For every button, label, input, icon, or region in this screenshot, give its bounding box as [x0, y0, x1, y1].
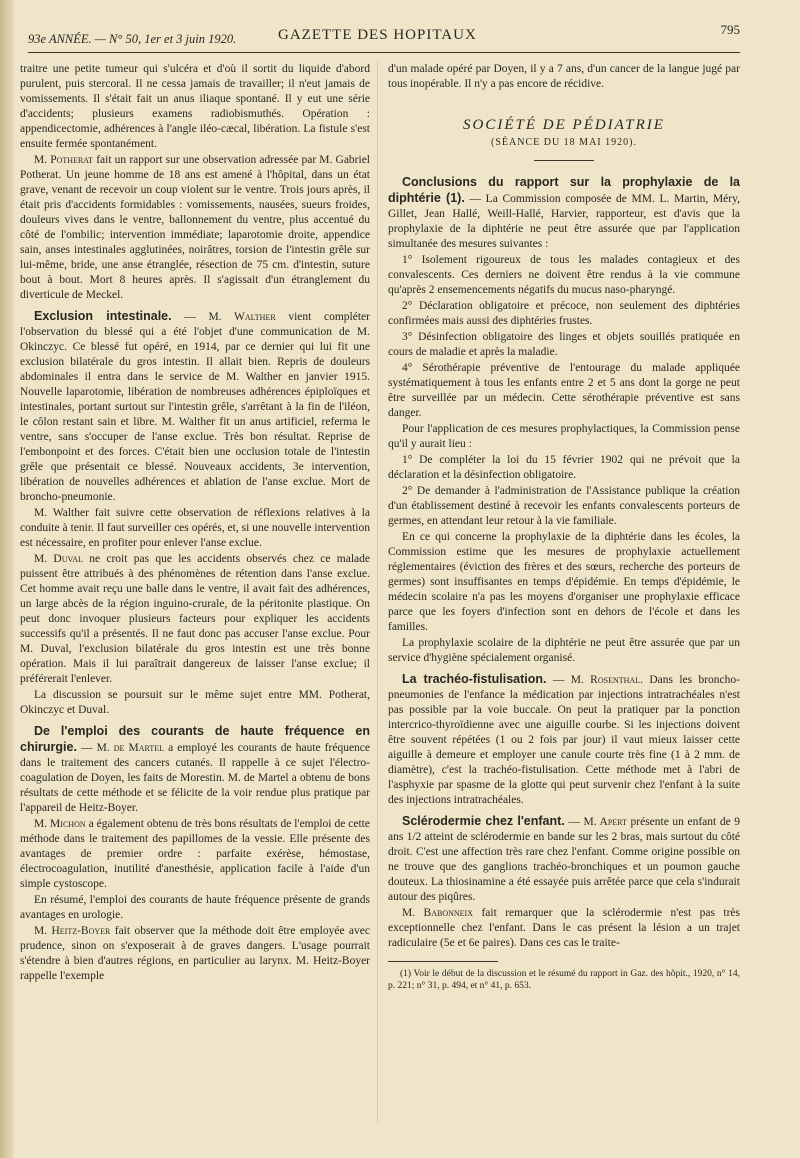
paragraph-text: Dans les broncho-pneumonies de l'enfance la médication par injections intratrachéales n'est pas possible par la voie buccale. On peut la pratiquer par la ponction intercrico-thyroïdienne avec une aiguille courbe. Si les injections doivent être souvent répétées (1 ou 2 fois par jour) il vaut mieux laisser cette aiguille à demeure et employer une canule courte très fine (1 à 2 mm. de diamètre), c'est la trachéo-fistulisation. Cette méthode met à l'abri de l'asphyxie par spasme de la glotte qui peut survenir chez l'enfant à la suite des injections intratrachéales. [388, 674, 740, 806]
list-item: 4° Sérothérapie préventive de l'entourage du malade appliquée systématiquement à tous les enfants entre 2 et 5 ans dont la gorge ne peut être surveillée par un médecin. Cette sérothérapie préventive est sans danger. [388, 362, 740, 419]
author-name: M. Duval [34, 553, 83, 565]
divider [534, 160, 594, 161]
author-name: M. Walther [208, 311, 276, 323]
paragraph [20, 924, 370, 984]
list-item: 1° De compléter la loi du 15 février 1902 qui ne prévoit que la déclaration et la désinfection obligatoire. [388, 454, 740, 481]
paragraph-text: vient compléter l'observation du blessé qui a été l'objet d'une communication de M. Okinczyc. Ce blessé fut opéré, en 1914, par ce dernier qui lui fit une exclusion bilatérale du gros intestin. Il allait bien. Repris de douleurs abdominales il entra dans le service de M. Walther en janvier 1915. Nouvelle laparotomie, libération de nombreuses adhérences épiploïques et intestinales, portant surtout sur l'intestin grêle, s'arrêtant à la fin de l'iléon, le côlon restant sain et libre. M. Walther fit un anus artificiel, referma le ventre, sans s'occuper de l'anse exclue. Très bon résultat. Reprise de l'embonpoint et des forces. C'était bien une occlusion totale de l'intestin grêle que présentait ce blessé. Nouveaux accidents, 3e intervention, libération de nouvelles adhérences et ablation de l'anse exclue. Mort de broncho-pneumonie. [20, 311, 370, 503]
paragraph-text: — La Commission composée de MM. L. Martin, Méry, Gillet, Jean Hallé, Weill-Hallé, Harvier, rapporteur, est d'avis que la prophylaxie de la diphtérie ne peut être assurée que par l'application simultanée des mesures suivantes : [388, 193, 740, 250]
list-item: 1° Isolement rigoureux de tous les malades contagieux et des convalescents. Ces derniers ne doivent être rendus à la vie commune qu'après 2 ensemencements négatifs du mucus naso-pharyngé. [388, 254, 740, 296]
footnote-divider [388, 961, 498, 962]
author-name: M. Michon [34, 818, 86, 830]
right-column [388, 62, 740, 1132]
author-name: M. Heitz-Boyer [34, 925, 111, 937]
page-number: 795 [720, 22, 740, 37]
paragraph-text: fait un rapport sur une observation adressée par M. Gabriel Potherat. Un jeune homme de 18 ans est amené à l'hôpital, dans un état grave, venant de recevoir un coup violent sur le ventre. Trois jours après, il était pris d'accidents formidables : vomissements, nausées, sueurs froides, douleurs vives dans le ventre, ballonnement du ventre, plus accentué du côté de l'ombilic; intervention immédiate; laparotomie droite, appendice sain, anses intestinales agglutinées, noirâtres, torsion de l'intestin grêle sur lui-même, bride, une anse étranglée, résection de 75 cm. d'intestin, suture bout à bout. Mort 8 heures après. Il s'agissait d'un étranglement du diverticule de Meckel. [20, 154, 370, 301]
paragraph: En résumé, l'emploi des courants de haute fréquence présente de grands avantages en urologie. [20, 894, 370, 921]
paragraph-text: ne croit pas que les accidents observés chez ce malade puissent être attribués à des phénomènes de rétention dans l'anse exclue. Cet homme avait reçu une balle dans le ventre, il avait fait des adhérences, un large abcès de la région inguino-crurale, de la péritonite plastique. On peut donc invoquer plusieurs facteurs pour expliquer les accidents successifs qu'il a présentés. Il ne faut donc pas accuser l'anse exclue. Pour M. Duval, l'exclusion bilatérale du gros intestin est une très bonne opération. Mais il lui paraîtrait dangereux de laisser l'anse exclue; il préférerait l'enlever. [20, 553, 370, 685]
author-name: M. Apert [583, 816, 627, 828]
section-heading: Exclusion intestinale. [34, 309, 172, 323]
issue-line: 93e ANNÉE. — N° 50, 1er et 3 juin 1920. [28, 32, 237, 46]
society-title: SOCIÉTÉ DE PÉDIATRIE [463, 117, 665, 133]
session-date: (SÉANCE DU 18 MAI 1920). [491, 137, 637, 148]
paragraph: En ce qui concerne la prophylaxie de la diphtérie dans les écoles, la Commission estime que les mesures de prophylaxie actuellement réglementaires (éviction des frères et des sœurs, recherche des porteurs de germes) sont insuffisantes en temps d'épidémie. En temps d'épidémie, le médecin scolaire n'a pas les moyens d'organiser une prophylaxie efficace parce que les foyers d'infection sont en dehors de l'école et dans les familles. [388, 531, 740, 633]
paragraph [20, 153, 370, 303]
paragraph: La trachéo-fistulisation. — M. Rosenthal. Dans les broncho-pneumonies de l'enfance la médication par injections intratrachéales n'est pas possible par la voie buccale. On peut la pratiquer par la ponction intercrico-thyroïdienne avec une aiguille courbe. Si les injections doivent être souvent répétées (1 ou 2 fois par jour) il vaut mieux laisser cette aiguille à demeure et employer une canule courte très fine (1 à 2 mm. de diamètre), c'est la trachéo-fistulisation. Cette méthode met à l'abri de l'asphyxie par spasme de la glotte qui peut survenir chez l'enfant à la suite des injections intratrachéales. [388, 672, 740, 806]
section-heading: Sclérodermie chez l'enfant. [402, 814, 565, 828]
footnote [388, 968, 740, 992]
paragraph-text: a également obtenu de très bons résultats de l'emploi de cette méthode dans le traitement des papillomes de la vessie. Elle présente des avantages de premier ordre : parfaite exérèse, hémostase, électrocoagulation, inutilité d'anesthésie, application facile à l'aide d'un simple cystoscope. [20, 818, 370, 890]
paragraph [388, 906, 740, 951]
paragraph: Exclusion intestinale. — M. Walther vient compléter l'observation du blessé qui a été l'objet d'une communication de M. Okinczyc. Ce blessé fut opéré, en 1914, par ce dernier qui lui fit une exclusion bilatérale du gros intestin. Il allait bien. Repris de douleurs abdominales il entra dans le service de M. Walther en janvier 1915. Nouvelle laparotomie, libération de nombreuses adhérences épiploïques et intestinales, portant surtout sur l'intestin grêle, s'arrêtant à la fin de l'iléon, le côlon restant sain et libre. M. Walther fit un anus artificiel, referma le ventre, sans s'occuper de l'anse exclue. Très bon résultat. Reprise de l'embonpoint et des forces. C'était bien une occlusion totale de l'intestin grêle que présentait ce blessé. Nouveaux accidents, 3e intervention, libération de nouvelles adhérences et ablation de l'anse exclue. Mort de broncho-pneumonie. [20, 309, 370, 503]
paragraph-text: fait remarquer que la sclérodermie n'est pas très exceptionnelle chez l'enfant. Dans le cas présent la lésion a un trajet radiculaire (5e et 6e paires). Dans ces cas le traite- [388, 907, 740, 949]
section-heading: De l'emploi des courants de haute fréquence en chirurgie. [20, 724, 370, 754]
section-heading: La trachéo-fistulisation. [402, 672, 547, 686]
paragraph: La discussion se poursuit sur le même sujet entre MM. Potherat, Okinczyc et Duval. [20, 689, 370, 716]
paragraph [20, 817, 370, 892]
paragraph-text: a employé les courants de haute fréquence dans le traitement des cancers cutanés. Il rappelle à ce sujet l'électro-coagulation de Doyen, les faits de Morestin. M. de Martel a obtenu de bons résultats de cette méthode et se félicite de la voir rendue plus pratique par l'appareil de Heitz-Boyer. [20, 742, 370, 814]
author-name: M. Potherat [34, 154, 94, 166]
paragraph: Pour l'application de ces mesures prophylactiques, la Commission pense qu'il y aurait lieu : [388, 423, 740, 450]
paragraph: d'un malade opéré par Doyen, il y a 7 ans, d'un cancer de la langue jugé par tous inopérable. Il n'y a pas encore de récidive. [388, 63, 740, 90]
author-name: M. Babonneix [402, 907, 473, 919]
paragraph: M. Walther fait suivre cette observation de réflexions relatives à la conduite à tenir. Il faut surveiller ces opérés, et, si une nouvelle intervention est nécessaire, en profiter pour enlever l'anse exclue. [20, 507, 370, 549]
list-item: 3° Désinfection obligatoire des linges et objets souillés pratiquée en cours de maladie et après la maladie. [388, 331, 740, 358]
page-binding-edge [0, 0, 14, 1158]
author-name: M. de Martel [96, 742, 165, 754]
paragraph: Sclérodermie chez l'enfant. — M. Apert présente un enfant de 9 ans 1/2 atteint de sclérodermie en bande sur les 2 bras, mais surtout du côté droit. C'est une affection très rare chez l'enfant. Comme origine possible on ne trouve que des ganglions trachéo-bronchiques et un poumon gauche douteux. La thiosinamine a été essayée puis arrêtée parce que cela s'indurait autour des piqûres. [388, 814, 740, 903]
paragraph [20, 552, 370, 687]
page-header [28, 22, 740, 53]
section-heading: Conclusions du rapport sur la prophylaxie de la diphtérie (1). [388, 175, 740, 205]
paragraph: La prophylaxie scolaire de la diphtérie ne peut être assurée que par un service d'hygiène spécialement organisé. [388, 637, 740, 664]
left-column [20, 62, 370, 1132]
list-item: 2° De demander à l'administration de l'Assistance publique la création d'un établissement destiné à recevoir les enfants convalescents porteurs de germes, en attendant leur retour à la vie familiale. [388, 485, 740, 527]
paragraph-text: fait observer que la méthode doit être employée avec prudence, sinon on s'exposerait à de graves dangers. L'usage pourrait s'étendre à bien d'autres régions, en particulier au larynx. M. Heitz-Boyer rappelle l'exemple [20, 925, 370, 982]
column-separator [377, 62, 378, 1122]
paragraph: traitre une petite tumeur qui s'ulcéra et d'où il sortit du liquide d'abord purulent, puis stercoral. Il ne cessa jamais de travailler; il n'eut jamais de vomissements. Il s'était fait un anus iliaque spontané. Il y eut une série d'accidents; plusieurs examens radiobismuthés. Opération : appendicectomie, adhérences à l'angle iléo-cæcal, libération. La fistule s'est ensuite fermée spontanément. [20, 63, 370, 150]
journal-title: GAZETTE DES HOPITAUX [278, 27, 477, 43]
paragraph [388, 175, 740, 252]
list-item: 2° Déclaration obligatoire et précoce, non seulement des diphtéries confirmées mais aussi des diphtéries frustes. [388, 300, 740, 327]
paragraph: De l'emploi des courants de haute fréquence en chirurgie. — M. de Martel a employé les courants de haute fréquence dans le traitement des cancers cutanés. Il rappelle à ce sujet l'électro-coagulation de Doyen, les faits de Morestin. M. de Martel a obtenu de bons résultats de cette méthode et se félicite de la voir rendue plus pratique par l'appareil de Heitz-Boyer. [20, 724, 370, 814]
author-name: M. Rosenthal. [570, 674, 643, 686]
paragraph-text: présente un enfant de 9 ans 1/2 atteint de sclérodermie en bande sur les 2 bras, mais surtout du côté droit. C'est une affection très rare chez l'enfant. Comme origine possible on ne trouve que des ganglions trachéo-bronchiques et un poumon gauche douteux. La thiosinamine a été essayée puis arrêtée parce que cela s'indurait autour des piqûres. [388, 816, 740, 903]
footnote-text: (1) Voir le début de la discussion et le résumé du rapport in Gaz. des hôpit., 1920, n° 14, p. 221; n° 31, p. 494, et n° 41, p. 653. [388, 969, 740, 991]
